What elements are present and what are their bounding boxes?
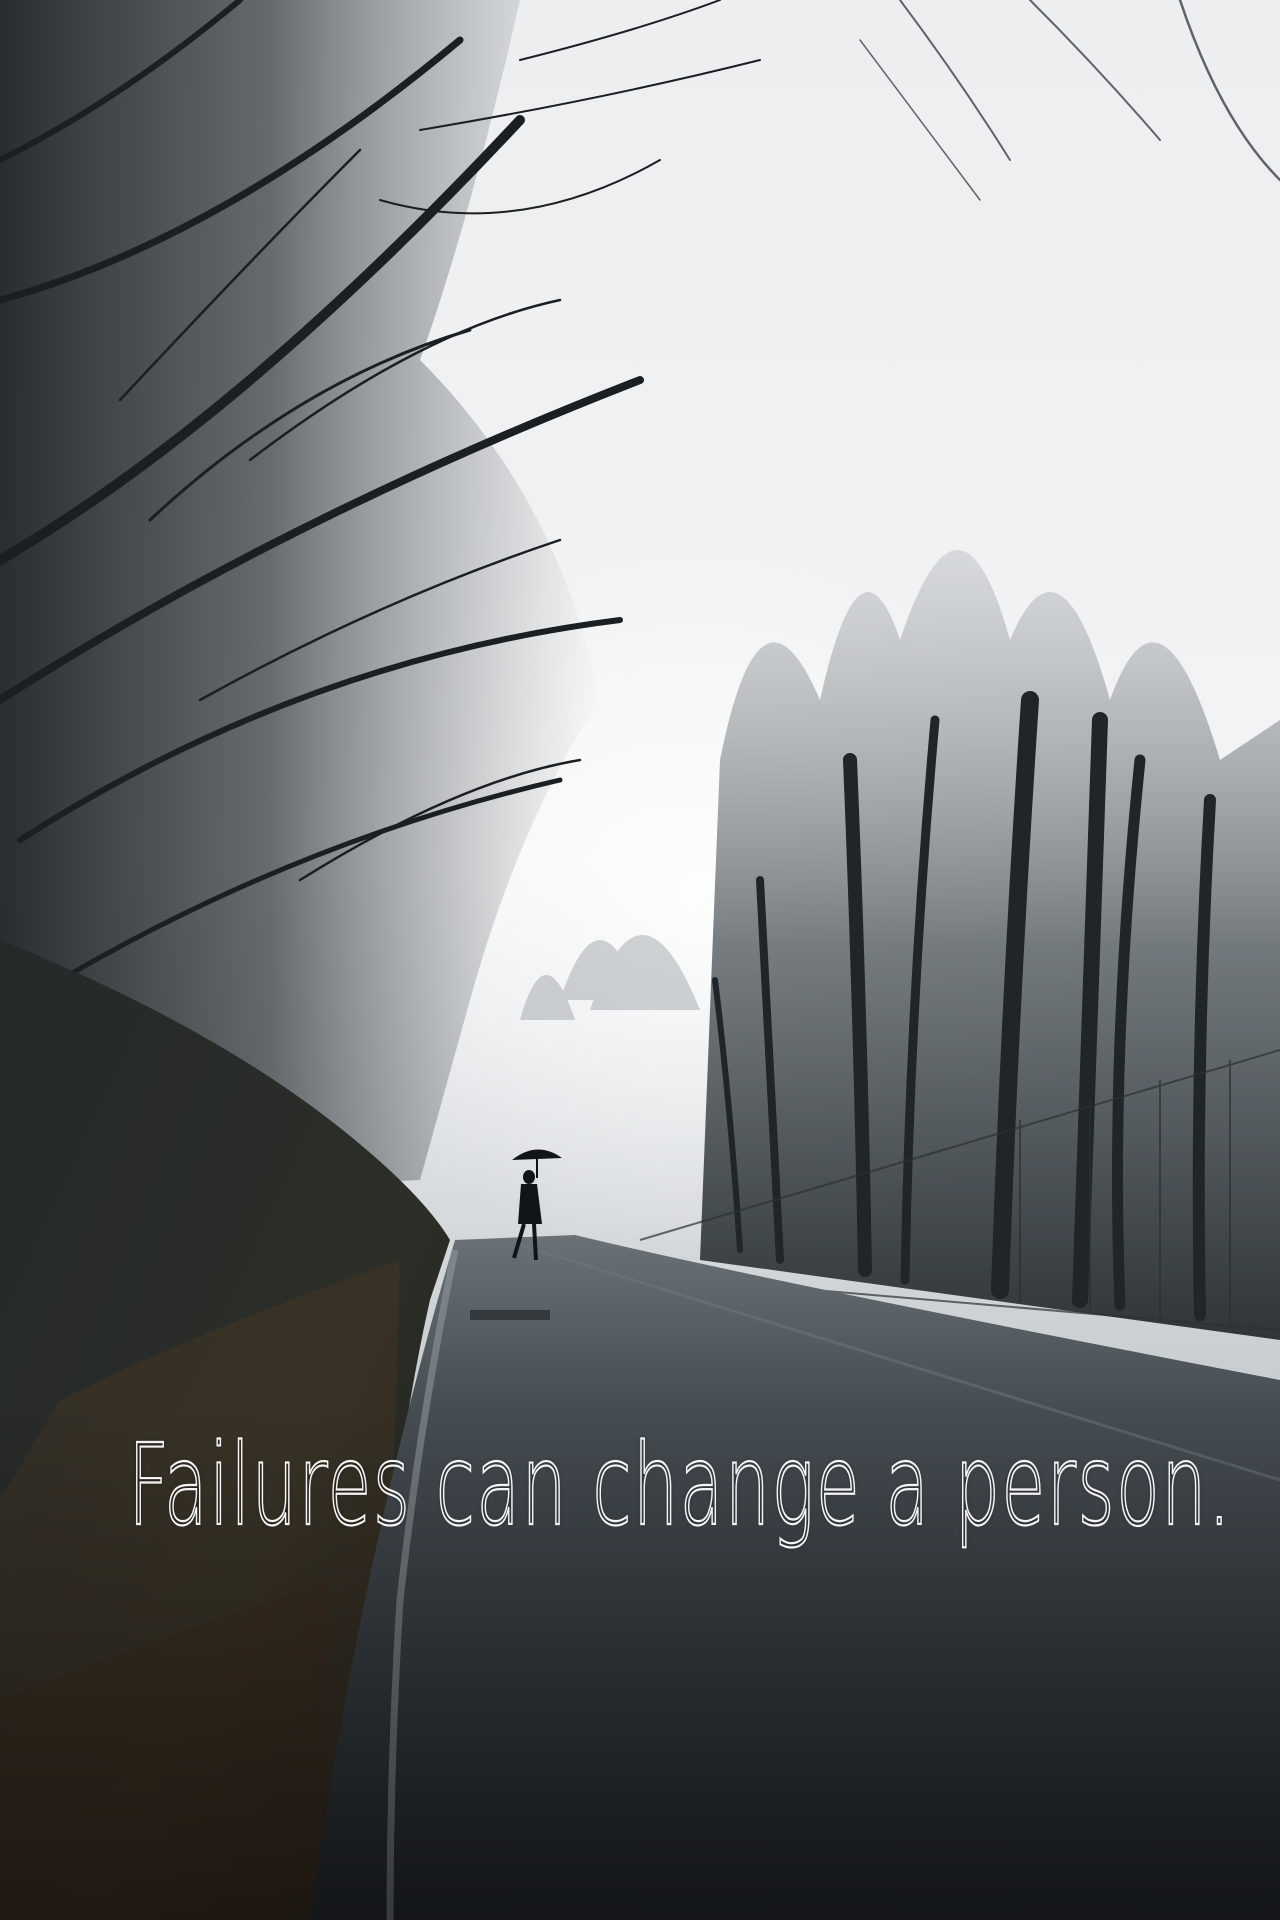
quote-text: Failures can change a person. [128, 1421, 1232, 1551]
